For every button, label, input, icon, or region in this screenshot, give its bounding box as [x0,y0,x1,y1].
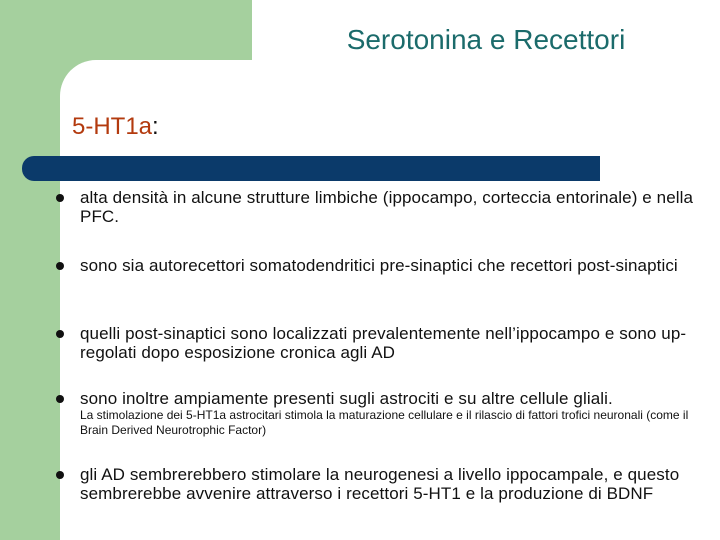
bullet-icon [56,194,64,202]
bullet-text-3: quelli post-sinaptici sono localizzati prevalentemente nell’ippocampo e sono up-regolati dopo esposizione cronica agli AD [80,324,687,362]
slide-title: Serotonina e Recettori [346,24,626,55]
bullet-icon [56,471,64,479]
bullet-icon [56,330,64,338]
bullet-note-4: La stimolazione dei 5-HT1a astrocitari stimola la maturazione cellulare e il rilascio di fattori trofici neuronali (come il Brain Derived Neurotrophic Factor) [80,408,689,437]
bullet-icon [56,262,64,270]
bullet-text-4: sono inoltre ampiamente presenti sugli astrociti e su altre cellule gliali. [80,389,613,408]
subtitle-colon: : [152,113,159,140]
bullet-text-2: sono sia autorecettori somatodendritici pre-sinaptici che recettori post-sinaptici [80,256,678,275]
subtitle-receptor: 5-HT1a [72,113,153,140]
bullet-text-1: alta densità in alcune strutture limbiche (ippocampo, corteccia entorinale) e nella PFC. [80,188,694,226]
bullet-icon [56,395,64,403]
bullet-text-5: gli AD sembrerebbero stimolare la neurogenesi a livello ippocampale, e questo sembrerebbe avvenire attraverso i recettori 5-HT1 e la produzione di BDNF [80,465,680,503]
